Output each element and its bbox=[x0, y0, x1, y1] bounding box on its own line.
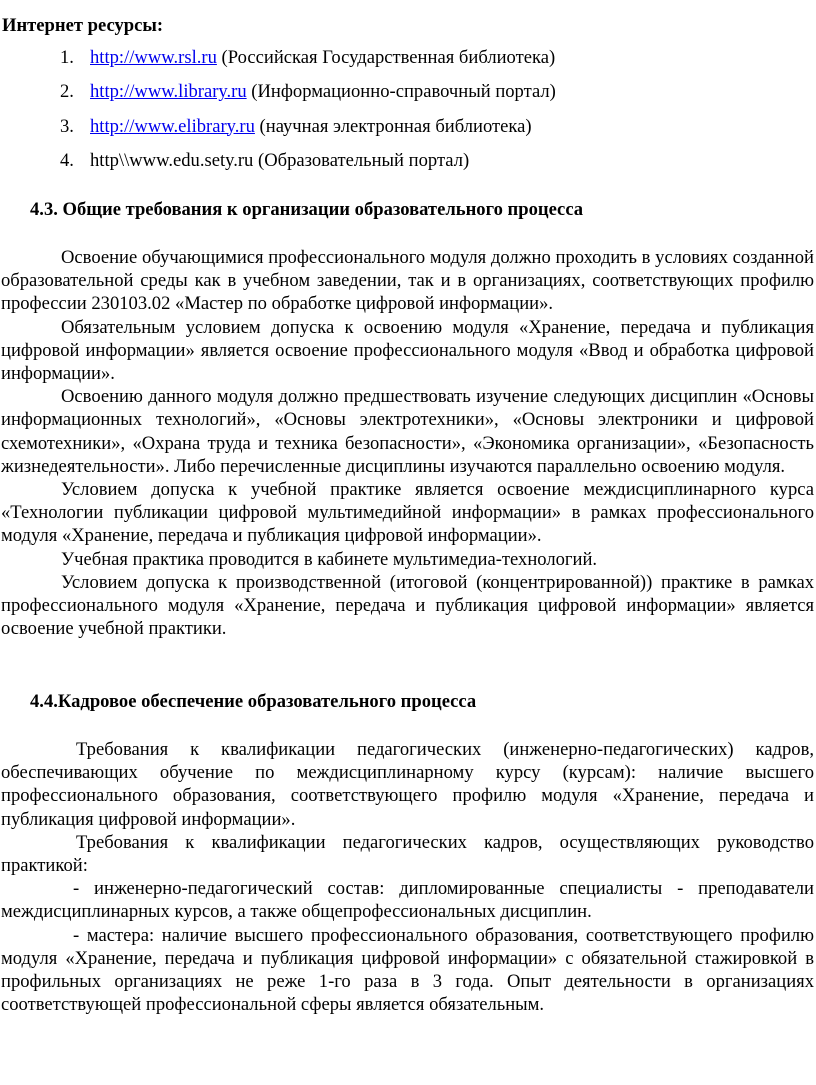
list-item bbox=[0, 46, 800, 80]
resource-description: (Информационно-справочный портал) bbox=[246, 81, 556, 103]
list-item bbox=[0, 149, 800, 183]
list-item bbox=[0, 115, 800, 149]
paragraph: Освоение обучающимися профессионального модуля должно проходить в условиях созданной образовательной среды как в учебном заведении, так и в организациях, соответствующих профилю профессии 230103.02 «Мастер по обработке цифровой информации». bbox=[1, 247, 814, 315]
resource-link-library[interactable]: http://www.library.ru bbox=[90, 81, 247, 103]
list-item-number: 4. bbox=[60, 149, 74, 171]
paragraph: - мастера: наличие высшего профессионального образования, соответствующего профилю модуля «Хранение, передача и публикация цифровой информации» с обязательной стажировкой в профильных организациях не реже 1-го раза в 3 года. Опыт деятельности в организациях соответствующей профессиональной сферы является обязательным. bbox=[1, 924, 814, 1016]
resource-description: (научная электронная библиотека) bbox=[254, 115, 532, 137]
resource-description: (Российская Государственная библиотека) bbox=[216, 47, 556, 68]
paragraph: Обязательным условием допуска к освоению модуля «Хранение, передача и публикация цифровой информации» является освоение профессионального модуля «Ввод и обработка цифровой информации». bbox=[1, 316, 814, 385]
resource-link-elibrary[interactable]: http://www.elibrary.ru bbox=[90, 115, 255, 137]
list-item-number: 1. bbox=[60, 47, 74, 68]
resources-title: Интернет ресурсы: bbox=[2, 15, 164, 36]
paragraph: Требования к квалификации педагогических (инженерно-педагогических) кадров, обеспечивающих обучение по междисциплинарному курсу (курсам): наличие высшего профессионального образования, соответствующего профилю модуля «Хранение, передача и публикация цифровой информации». bbox=[1, 739, 814, 830]
paragraph: Требования к квалификации педагогических кадров, осуществляющих руководство практикой: bbox=[1, 831, 814, 877]
paragraph: Условием допуска к производственной (итоговой (концентрированной)) практике в рамках профессионального модуля «Хранение, передача и публикация цифровой информации» является освоение учебной практики. bbox=[1, 571, 814, 640]
resource-description: http\\www.edu.sety.ru (Образовательный портал) bbox=[90, 149, 470, 171]
paragraph: - инженерно-педагогический состав: дипломированные специалисты - преподаватели междисциплинарных курсов, а также общепрофессиональных дисциплин. bbox=[1, 878, 814, 923]
list-item bbox=[0, 80, 800, 114]
paragraph: Освоению данного модуля должно предшествовать изучение следующих дисциплин «Основы информационных технологий», «Основы электротехники», «Основы электроники и цифровой схемотехники», «Охрана труда и техника безопасности», «Экономика организации», «Безопасность жизнедеятельности». Либо перечисленные дисциплины изучаются параллельно освоению модуля. bbox=[1, 386, 814, 477]
list-item-number: 3. bbox=[60, 115, 74, 137]
resource-link-rsl[interactable]: http://www.rsl.ru bbox=[90, 47, 217, 68]
resources-list bbox=[0, 46, 800, 183]
section-heading-4-3: 4.3. Общие требования к организации образовательного процесса bbox=[30, 199, 584, 220]
paragraph: Условием допуска к учебной практике является освоение междисциплинарного курса «Технологии публикации цифровой мультимедийной информации» в рамках профессионального модуля «Хранение, передача и публикация цифровой информации». bbox=[1, 479, 814, 547]
section-heading-4-4: 4.4.Кадровое обеспечение образовательного процесса bbox=[30, 691, 477, 712]
section-4-3-body bbox=[1, 246, 814, 640]
paragraph: Учебная практика проводится в кабинете мультимедиа-технологий. bbox=[61, 548, 598, 570]
section-4-4-body bbox=[1, 738, 814, 1016]
list-item-number: 2. bbox=[60, 81, 74, 103]
